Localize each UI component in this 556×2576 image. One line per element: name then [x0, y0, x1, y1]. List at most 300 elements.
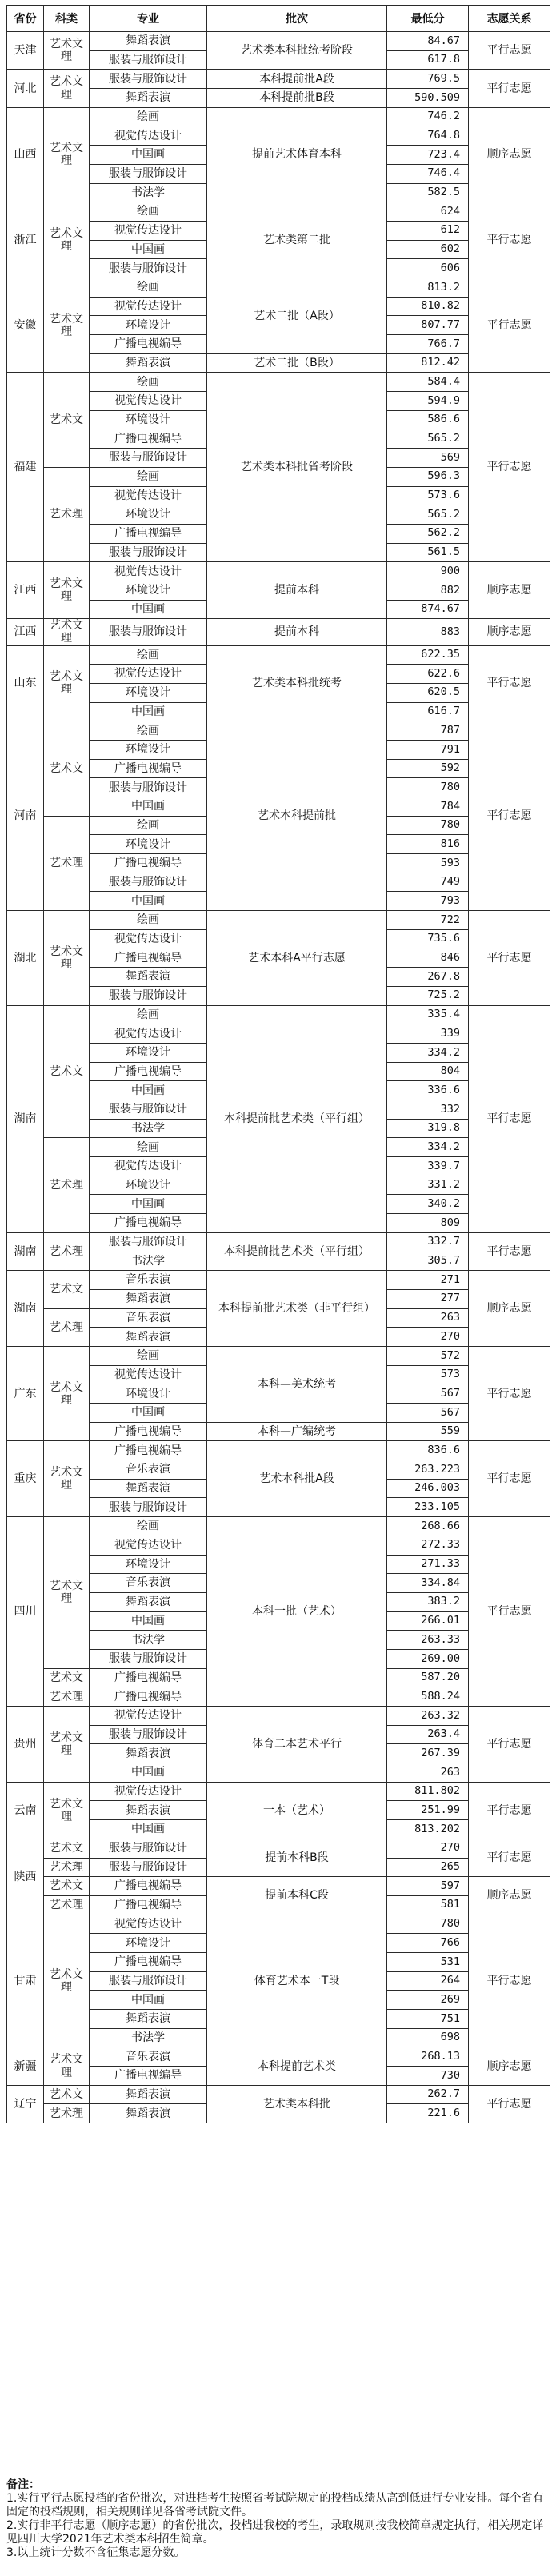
preference-cell: 平行志愿 [469, 1517, 550, 1707]
preference-cell: 顺序志愿 [469, 107, 550, 202]
province-cell: 山西 [7, 107, 44, 202]
table-cell: 艺术文理 [44, 278, 90, 372]
score-cell: 264 [387, 1971, 469, 1991]
score-cell: 787 [387, 721, 469, 741]
table-cell: 艺术理 [44, 1687, 90, 1707]
preference-cell: 平行志愿 [469, 70, 550, 107]
table-cell: 艺术类本科批省考阶段 [207, 373, 387, 562]
table-cell: 舞蹈表演 [90, 1744, 207, 1763]
table-cell: 视觉传达设计 [90, 1157, 207, 1176]
table-cell: 绘画 [90, 911, 207, 930]
score-cell: 722 [387, 911, 469, 930]
table-cell: 艺术理 [44, 1858, 90, 1877]
score-cell: 810.82 [387, 297, 469, 316]
preference-cell: 顺序志愿 [469, 1877, 550, 1915]
preference-cell: 平行志愿 [469, 911, 550, 1005]
table-cell: 艺术文理 [44, 562, 90, 619]
score-cell: 624 [387, 202, 469, 222]
table-cell: 中国画 [90, 146, 207, 165]
score-cell: 233.105 [387, 1498, 469, 1517]
table-cell: 本科提前艺术类 [207, 2047, 387, 2085]
score-cell: 263 [387, 1763, 469, 1783]
table-cell: 艺术文理 [44, 1707, 90, 1783]
score-cell: 769.5 [387, 70, 469, 89]
table-cell: 环境设计 [90, 505, 207, 525]
table-cell: 广播电视编导 [90, 1441, 207, 1460]
note-line-3: 3.以上统计分数不含征集志愿分数。 [6, 2546, 186, 2559]
score-cell: 751 [387, 2010, 469, 2029]
score-cell: 766 [387, 1934, 469, 1953]
province-cell: 安徽 [7, 278, 44, 372]
score-cell: 836.6 [387, 1441, 469, 1460]
table-cell: 中国画 [90, 600, 207, 619]
table-cell: 本科提前批艺术类（非平行组） [207, 1271, 387, 1347]
score-cell: 584.4 [387, 373, 469, 392]
score-cell: 246.003 [387, 1479, 469, 1498]
score-cell: 764.8 [387, 126, 469, 146]
table-cell: 书法学 [90, 2028, 207, 2047]
table-cell: 书法学 [90, 1119, 207, 1138]
province-cell: 湖南 [7, 1232, 44, 1270]
score-cell: 270 [387, 1839, 469, 1858]
table-cell: 环境设计 [90, 1555, 207, 1574]
table-row [7, 107, 550, 126]
score-cell: 602 [387, 240, 469, 259]
table-row [7, 911, 550, 930]
table-cell: 广播电视编导 [90, 524, 207, 543]
score-cell: 531 [387, 1952, 469, 1971]
table-row [7, 70, 550, 89]
table-cell: 绘画 [90, 373, 207, 392]
table-row [7, 562, 550, 581]
province-cell: 重庆 [7, 1441, 44, 1517]
score-cell: 581 [387, 1895, 469, 1915]
score-cell: 267.39 [387, 1744, 469, 1763]
table-cell: 音乐表演 [90, 1574, 207, 1593]
table-body [7, 32, 550, 2123]
province-cell: 江西 [7, 562, 44, 619]
table-cell: 服装与服饰设计 [90, 164, 207, 183]
table-cell: 舞蹈表演 [90, 89, 207, 108]
table-cell: 视觉传达设计 [90, 1536, 207, 1555]
score-cell: 874.67 [387, 600, 469, 619]
score-cell: 620.5 [387, 683, 469, 702]
table-cell: 艺术文理 [44, 70, 90, 107]
table-cell: 艺术文理 [44, 911, 90, 1005]
score-cell: 221.6 [387, 2104, 469, 2123]
header-province: 省份 [7, 6, 44, 32]
table-cell: 艺术本科提前批 [207, 721, 387, 911]
table-row [7, 202, 550, 222]
score-cell: 263.4 [387, 1725, 469, 1744]
table-row [7, 1782, 550, 1801]
score-cell: 812.42 [387, 353, 469, 373]
province-cell: 辽宁 [7, 2085, 44, 2123]
table-cell: 绘画 [90, 1005, 207, 1024]
score-cell: 592 [387, 759, 469, 778]
table-cell: 广播电视编导 [90, 1422, 207, 1441]
table-cell: 服装与服饰设计 [90, 70, 207, 89]
preference-cell: 顺序志愿 [469, 619, 550, 645]
preference-cell: 平行志愿 [469, 645, 550, 721]
table-row [7, 2085, 550, 2104]
score-cell: 883 [387, 619, 469, 645]
score-cell: 882 [387, 581, 469, 600]
table-cell: 艺术理 [44, 816, 90, 910]
table-cell: 服装与服饰设计 [90, 543, 207, 562]
table-row [7, 278, 550, 297]
table-cell: 服装与服饰设计 [90, 873, 207, 892]
province-cell: 湖北 [7, 911, 44, 1005]
table-row [7, 1005, 550, 1024]
table-cell: 广播电视编导 [90, 1668, 207, 1687]
table-cell: 艺术文 [44, 1839, 90, 1858]
score-cell: 332.7 [387, 1232, 469, 1252]
preference-cell: 平行志愿 [469, 1346, 550, 1440]
table-cell: 艺术文 [44, 1877, 90, 1896]
table-cell: 绘画 [90, 278, 207, 297]
score-cell: 263.223 [387, 1460, 469, 1480]
score-cell: 596.3 [387, 467, 469, 486]
admission-score-table-container [6, 5, 550, 2123]
table-cell: 提前本科 [207, 619, 387, 645]
preference-cell: 平行志愿 [469, 1839, 550, 1876]
table-cell: 广播电视编导 [90, 1687, 207, 1707]
table-cell: 书法学 [90, 1631, 207, 1650]
score-cell: 900 [387, 562, 469, 581]
table-cell: 艺术类本科批 [207, 2085, 387, 2123]
table-cell: 中国画 [90, 1195, 207, 1214]
notes-section [6, 2478, 550, 2560]
table-cell: 中国画 [90, 797, 207, 817]
preference-cell: 平行志愿 [469, 1782, 550, 1839]
table-row [7, 1877, 550, 1896]
table-cell: 中国画 [90, 1763, 207, 1783]
header-min-score: 最低分 [387, 6, 469, 32]
score-cell: 332 [387, 1100, 469, 1120]
preference-cell: 平行志愿 [469, 373, 550, 562]
score-cell: 331.2 [387, 1176, 469, 1195]
note-line-1: 1.实行平行志愿投档的省份批次，对进档考生按照省考试院规定的投档成绩从高到低进行专业安排。每个省有固定的投档规则，相关规则详见各省考试院文件。 [6, 2492, 544, 2518]
score-cell: 816 [387, 835, 469, 854]
province-cell: 山东 [7, 645, 44, 721]
table-row [7, 1441, 550, 1460]
table-cell: 视觉传达设计 [90, 1782, 207, 1801]
table-cell: 体育二本艺术平行 [207, 1707, 387, 1783]
score-cell: 567 [387, 1384, 469, 1404]
score-cell: 593 [387, 854, 469, 873]
table-cell: 环境设计 [90, 835, 207, 854]
score-cell: 616.7 [387, 702, 469, 721]
preference-cell: 平行志愿 [469, 1232, 550, 1270]
table-cell: 舞蹈表演 [90, 968, 207, 987]
province-cell: 四川 [7, 1517, 44, 1707]
province-cell: 新疆 [7, 2047, 44, 2085]
table-cell: 艺术理 [44, 1138, 90, 1232]
table-cell: 广播电视编导 [90, 1895, 207, 1915]
table-cell: 服装与服饰设计 [90, 1232, 207, 1252]
score-cell: 339 [387, 1024, 469, 1044]
table-cell: 视觉传达设计 [90, 1024, 207, 1044]
preference-cell: 平行志愿 [469, 1707, 550, 1783]
table-cell: 绘画 [90, 1138, 207, 1157]
province-cell: 陕西 [7, 1839, 44, 1915]
table-cell: 服装与服饰设计 [90, 986, 207, 1005]
score-cell: 562.2 [387, 524, 469, 543]
score-cell: 269 [387, 1991, 469, 2010]
preference-cell: 顺序志愿 [469, 2047, 550, 2085]
table-cell: 环境设计 [90, 581, 207, 600]
score-cell: 622.6 [387, 665, 469, 684]
table-cell: 服装与服饰设计 [90, 1498, 207, 1517]
table-cell: 服装与服饰设计 [90, 619, 207, 645]
score-cell: 766.7 [387, 335, 469, 354]
table-cell: 广播电视编导 [90, 429, 207, 449]
table-cell: 绘画 [90, 1517, 207, 1536]
table-cell: 环境设计 [90, 740, 207, 759]
preference-cell: 平行志愿 [469, 278, 550, 372]
score-cell: 594.9 [387, 392, 469, 411]
table-cell: 视觉传达设计 [90, 1365, 207, 1384]
table-row [7, 1232, 550, 1252]
table-cell: 中国画 [90, 702, 207, 721]
score-cell: 746.2 [387, 107, 469, 126]
table-cell: 舞蹈表演 [90, 1479, 207, 1498]
table-row [7, 619, 550, 645]
score-cell: 622.35 [387, 645, 469, 665]
table-row [7, 1271, 550, 1290]
admission-score-table [6, 5, 550, 2123]
table-cell: 艺术类本科批统考 [207, 645, 387, 721]
province-cell: 浙江 [7, 202, 44, 278]
score-cell: 262.7 [387, 2085, 469, 2104]
score-cell: 572 [387, 1346, 469, 1365]
score-cell: 730 [387, 2067, 469, 2086]
score-cell: 268.13 [387, 2047, 469, 2067]
table-row [7, 1517, 550, 1536]
table-row [7, 32, 550, 51]
table-cell: 舞蹈表演 [90, 1328, 207, 1347]
score-cell: 335.4 [387, 1005, 469, 1024]
table-cell: 绘画 [90, 467, 207, 486]
score-cell: 268.66 [387, 1517, 469, 1536]
table-cell: 书法学 [90, 1252, 207, 1271]
preference-cell: 平行志愿 [469, 32, 550, 70]
score-cell: 780 [387, 778, 469, 797]
score-cell: 334.2 [387, 1043, 469, 1062]
table-cell: 绘画 [90, 202, 207, 222]
score-cell: 846 [387, 949, 469, 968]
preference-cell: 平行志愿 [469, 202, 550, 278]
table-cell: 舞蹈表演 [90, 2085, 207, 2104]
score-cell: 735.6 [387, 929, 469, 949]
table-cell: 舞蹈表演 [90, 1592, 207, 1611]
score-cell: 319.8 [387, 1119, 469, 1138]
table-cell: 音乐表演 [90, 1308, 207, 1328]
score-cell: 617.8 [387, 50, 469, 70]
table-cell: 艺术本科批A段 [207, 1441, 387, 1517]
score-cell: 339.7 [387, 1157, 469, 1176]
table-cell: 音乐表演 [90, 1460, 207, 1480]
table-cell: 舞蹈表演 [90, 2104, 207, 2123]
province-cell: 河南 [7, 721, 44, 911]
score-cell: 573 [387, 1365, 469, 1384]
score-cell: 267.8 [387, 968, 469, 987]
table-row [7, 2047, 550, 2067]
table-cell: 中国画 [90, 240, 207, 259]
table-row [7, 721, 550, 741]
table-cell: 舞蹈表演 [90, 1801, 207, 1820]
table-cell: 艺术二批（A段） [207, 278, 387, 353]
score-cell: 263.32 [387, 1707, 469, 1726]
table-cell: 艺术理 [44, 1895, 90, 1915]
table-cell: 艺术文理 [44, 619, 90, 645]
score-cell: 723.4 [387, 146, 469, 165]
table-cell: 本科提前批艺术类（平行组） [207, 1232, 387, 1270]
table-cell: 环境设计 [90, 1176, 207, 1195]
table-row [7, 1346, 550, 1365]
score-cell: 272.33 [387, 1536, 469, 1555]
table-cell: 艺术文理 [44, 1346, 90, 1440]
table-cell: 艺术类本科批统考阶段 [207, 32, 387, 70]
table-cell: 本科提前批A段 [207, 70, 387, 89]
score-cell: 807.77 [387, 316, 469, 335]
score-cell: 334.84 [387, 1574, 469, 1593]
score-cell: 597 [387, 1877, 469, 1896]
preference-cell: 平行志愿 [469, 1005, 550, 1232]
province-cell: 河北 [7, 70, 44, 107]
table-cell: 舞蹈表演 [90, 2010, 207, 2029]
table-cell: 广播电视编导 [90, 759, 207, 778]
score-cell: 383.2 [387, 1592, 469, 1611]
table-cell: 视觉传达设计 [90, 297, 207, 316]
table-cell: 绘画 [90, 816, 207, 835]
province-cell: 云南 [7, 1782, 44, 1839]
table-cell: 艺术理 [44, 2104, 90, 2123]
table-cell: 中国画 [90, 1820, 207, 1839]
score-cell: 784 [387, 797, 469, 817]
score-cell: 582.5 [387, 183, 469, 202]
score-cell: 559 [387, 1422, 469, 1441]
table-row [7, 645, 550, 665]
table-cell: 服装与服饰设计 [90, 1725, 207, 1744]
table-cell: 绘画 [90, 107, 207, 126]
table-cell: 艺术本科A平行志愿 [207, 911, 387, 1005]
table-cell: 中国画 [90, 892, 207, 911]
table-cell: 视觉传达设计 [90, 486, 207, 505]
score-cell: 780 [387, 1915, 469, 1934]
table-cell: 音乐表演 [90, 2047, 207, 2067]
table-cell: 艺术文理 [44, 645, 90, 721]
table-cell: 中国画 [90, 1991, 207, 2010]
score-cell: 271 [387, 1271, 469, 1290]
table-cell: 体育艺术本一T段 [207, 1915, 387, 2047]
table-cell: 服装与服饰设计 [90, 1839, 207, 1858]
table-cell: 本科—广编统考 [207, 1422, 387, 1441]
table-cell: 绘画 [90, 721, 207, 741]
table-cell: 广播电视编导 [90, 854, 207, 873]
notes-title: 备注： [6, 2478, 40, 2491]
score-cell: 251.99 [387, 1801, 469, 1820]
score-cell: 780 [387, 816, 469, 835]
score-cell: 565.2 [387, 505, 469, 525]
table-cell: 视觉传达设计 [90, 929, 207, 949]
table-cell: 艺术文理 [44, 1915, 90, 2047]
table-cell: 艺术文理 [44, 32, 90, 70]
table-row [7, 1915, 550, 1934]
table-cell: 艺术文理 [44, 1782, 90, 1839]
score-cell: 588.24 [387, 1687, 469, 1707]
table-cell: 广播电视编导 [90, 1214, 207, 1233]
province-cell: 福建 [7, 373, 44, 562]
table-header-row [7, 6, 550, 32]
note-line-2: 2.实行非平行志愿（顺序志愿）的省份批次，投档进我校的考生，录取规则按我校简章规定执行，相关规定详见四川大学2021年艺术类本科招生简章。 [6, 2519, 544, 2546]
table-cell: 艺术文理 [44, 1517, 90, 1669]
score-cell: 793 [387, 892, 469, 911]
table-cell: 服装与服饰设计 [90, 1971, 207, 1991]
score-cell: 334.2 [387, 1138, 469, 1157]
table-cell: 绘画 [90, 645, 207, 665]
score-cell: 573.6 [387, 486, 469, 505]
table-cell: 本科一批（艺术） [207, 1517, 387, 1707]
table-cell: 视觉传达设计 [90, 1915, 207, 1934]
table-cell: 提前本科C段 [207, 1877, 387, 1915]
table-cell: 舞蹈表演 [90, 353, 207, 373]
table-cell: 艺术文理 [44, 1441, 90, 1517]
table-cell: 一本（艺术） [207, 1782, 387, 1839]
score-cell: 84.67 [387, 32, 469, 51]
table-cell: 艺术文 [44, 1271, 90, 1308]
table-cell: 本科提前批艺术类（平行组） [207, 1005, 387, 1232]
table-cell: 绘画 [90, 1346, 207, 1365]
table-cell: 视觉传达设计 [90, 562, 207, 581]
province-cell: 贵州 [7, 1707, 44, 1783]
table-cell: 艺术文理 [44, 2047, 90, 2085]
header-preference-type: 志愿关系 [469, 6, 550, 32]
table-cell: 提前本科B段 [207, 1839, 387, 1876]
score-cell: 270 [387, 1328, 469, 1347]
preference-cell: 平行志愿 [469, 1915, 550, 2047]
table-cell: 本科提前批B段 [207, 89, 387, 108]
province-cell: 湖南 [7, 1271, 44, 1347]
preference-cell: 平行志愿 [469, 2085, 550, 2123]
score-cell: 746.4 [387, 164, 469, 183]
table-cell: 环境设计 [90, 410, 207, 429]
score-cell: 336.6 [387, 1081, 469, 1100]
table-cell: 服装与服饰设计 [90, 50, 207, 70]
preference-cell: 平行志愿 [469, 721, 550, 911]
table-cell: 广播电视编导 [90, 335, 207, 354]
table-cell: 广播电视编导 [90, 2067, 207, 2086]
table-cell: 艺术文 [44, 373, 90, 467]
table-cell: 服装与服饰设计 [90, 1100, 207, 1120]
table-cell: 艺术文 [44, 721, 90, 816]
province-cell: 甘肃 [7, 1915, 44, 2047]
score-cell: 587.20 [387, 1668, 469, 1687]
table-cell: 中国画 [90, 1404, 207, 1423]
preference-cell: 顺序志愿 [469, 562, 550, 619]
table-cell: 艺术文 [44, 2085, 90, 2104]
score-cell: 791 [387, 740, 469, 759]
province-cell: 天津 [7, 32, 44, 70]
table-cell: 视觉传达设计 [90, 665, 207, 684]
table-cell: 广播电视编导 [90, 1877, 207, 1896]
score-cell: 265 [387, 1858, 469, 1877]
table-cell: 提前艺术体育本科 [207, 107, 387, 202]
table-cell: 艺术理 [44, 467, 90, 561]
table-cell: 艺术理 [44, 1308, 90, 1346]
table-cell: 环境设计 [90, 316, 207, 335]
